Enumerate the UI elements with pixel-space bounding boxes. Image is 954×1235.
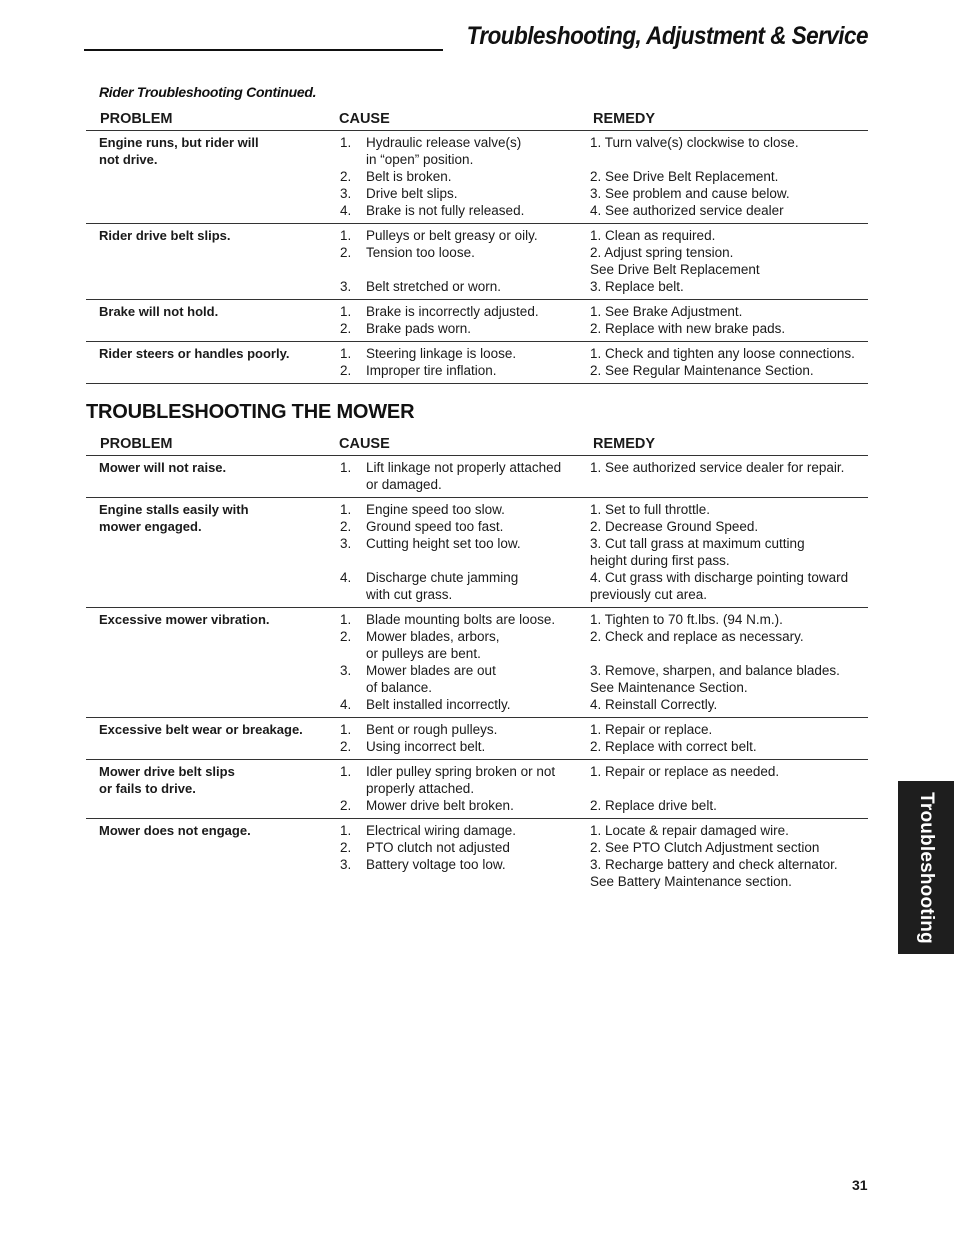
remedy-cell: 3. See problem and cause below. — [590, 186, 790, 201]
remedy-cell: 2. Adjust spring tension. — [590, 245, 734, 260]
cause-number: 2. — [340, 629, 352, 644]
row-line — [86, 362, 868, 379]
cause-cell: Pulleys or belt greasy or oily. — [366, 228, 538, 243]
cause-cell: or pulleys are bent. — [366, 646, 481, 661]
table-row — [86, 456, 868, 498]
cause-number: 1. — [340, 346, 352, 361]
problem-cell: Engine runs, but rider will — [99, 135, 259, 150]
problem-cell: Mower does not engage. — [99, 823, 251, 838]
cause-number: 1. — [340, 612, 352, 627]
row-line — [86, 780, 868, 797]
column-header-problem: PROBLEM — [100, 436, 173, 452]
table-body — [86, 131, 868, 384]
row-line — [86, 721, 868, 738]
cause-cell: Cutting height set too low. — [366, 536, 521, 551]
remedy-cell: 1. See Brake Adjustment. — [590, 304, 743, 319]
row-line — [86, 151, 868, 168]
remedy-cell: 2. See Drive Belt Replacement. — [590, 169, 779, 184]
cause-cell: Belt installed incorrectly. — [366, 697, 511, 712]
table-row — [86, 131, 868, 224]
cause-number: 1. — [340, 722, 352, 737]
remedy-cell: 2. Check and replace as necessary. — [590, 629, 804, 644]
cause-cell: Brake is incorrectly adjusted. — [366, 304, 539, 319]
row-line — [86, 227, 868, 244]
remedy-cell: previously cut area. — [590, 587, 708, 602]
cause-cell: Belt is broken. — [366, 169, 452, 184]
column-header-cause: CAUSE — [339, 111, 390, 127]
cause-cell: Using incorrect belt. — [366, 739, 486, 754]
side-tab-troubleshooting — [898, 781, 954, 954]
problem-cell: or fails to drive. — [99, 781, 196, 796]
cause-number: 2. — [340, 169, 352, 184]
row-line — [86, 856, 868, 873]
remedy-cell: 1. Tighten to 70 ft.lbs. (94 N.m.). — [590, 612, 783, 627]
cause-cell: Battery voltage too low. — [366, 857, 506, 872]
problem-cell: not drive. — [99, 152, 158, 167]
remedy-cell: 2. Replace with correct belt. — [590, 739, 757, 754]
cause-cell: Mower blades, arbors, — [366, 629, 500, 644]
cause-cell: Brake pads worn. — [366, 321, 472, 336]
cause-cell: Engine speed too slow. — [366, 502, 505, 517]
cause-cell: Lift linkage not properly attached — [366, 460, 562, 475]
column-header-remedy: REMEDY — [593, 111, 656, 127]
cause-number: 2. — [340, 840, 352, 855]
cause-cell: of balance. — [366, 680, 433, 695]
table-row — [86, 718, 868, 760]
problem-cell: Mower will not raise. — [99, 460, 227, 475]
remedy-cell: 1. Turn valve(s) clockwise to close. — [590, 135, 799, 150]
remedy-cell: 1. Clean as required. — [590, 228, 716, 243]
cause-number: 2. — [340, 363, 352, 378]
row-line — [86, 345, 868, 362]
row-line — [86, 611, 868, 628]
row-line — [86, 797, 868, 814]
cause-number: 3. — [340, 857, 352, 872]
row-line — [86, 261, 868, 278]
row-line — [86, 586, 868, 603]
row-line — [86, 696, 868, 713]
remedy-cell: 3. Recharge battery and check alternator. — [590, 857, 838, 872]
cause-cell: or damaged. — [366, 477, 442, 492]
row-line — [86, 679, 868, 696]
problem-cell: Excessive belt wear or breakage. — [99, 722, 303, 737]
problem-cell: mower engaged. — [99, 519, 202, 534]
column-header-cause: CAUSE — [339, 436, 390, 452]
rider-section-subtitle: Rider Troubleshooting Continued. — [99, 84, 317, 100]
mower-troubleshooting-table — [86, 434, 868, 894]
remedy-cell: 3. Replace belt. — [590, 279, 684, 294]
table-row — [86, 608, 868, 718]
cause-cell: Mower blades are out — [366, 663, 496, 678]
cause-number: 1. — [340, 460, 352, 475]
row-line — [86, 476, 868, 493]
row-line — [86, 134, 868, 151]
row-line — [86, 202, 868, 219]
cause-number: 3. — [340, 536, 352, 551]
remedy-cell: 1. Locate & repair damaged wire. — [590, 823, 789, 838]
cause-cell: Idler pulley spring broken or not — [366, 764, 556, 779]
problem-cell: Rider steers or handles poorly. — [99, 346, 290, 361]
table-row — [86, 224, 868, 300]
cause-number: 4. — [340, 697, 352, 712]
row-line — [86, 501, 868, 518]
table-row — [86, 342, 868, 384]
cause-cell: Ground speed too fast. — [366, 519, 504, 534]
column-header-problem: PROBLEM — [100, 111, 173, 127]
remedy-cell: 2. Replace drive belt. — [590, 798, 717, 813]
page-title: Troubleshooting, Adjustment & Service — [466, 22, 868, 50]
row-line — [86, 320, 868, 337]
cause-cell: Mower drive belt broken. — [366, 798, 514, 813]
remedy-cell: 2. See PTO Clutch Adjustment section — [590, 840, 820, 855]
problem-cell: Excessive mower vibration. — [99, 612, 270, 627]
cause-number: 2. — [340, 245, 352, 260]
remedy-cell: 1. See authorized service dealer for repair. — [590, 460, 845, 475]
cause-number: 1. — [340, 135, 352, 150]
mower-section-heading: TROUBLESHOOTING THE MOWER — [86, 401, 415, 423]
table-row — [86, 300, 868, 342]
row-line — [86, 569, 868, 586]
row-line — [86, 185, 868, 202]
remedy-cell: 2. Decrease Ground Speed. — [590, 519, 759, 534]
cause-number: 4. — [340, 570, 352, 585]
cause-cell: properly attached. — [366, 781, 475, 796]
remedy-cell: See Battery Maintenance section. — [590, 874, 792, 889]
problem-cell: Engine stalls easily with — [99, 502, 249, 517]
table-body — [86, 456, 868, 894]
side-tab-label: Troubleshooting — [916, 791, 937, 944]
cause-cell: Improper tire inflation. — [366, 363, 497, 378]
problem-cell: Brake will not hold. — [99, 304, 219, 319]
cause-cell: Electrical wiring damage. — [366, 823, 517, 838]
cause-number: 3. — [340, 186, 352, 201]
row-line — [86, 278, 868, 295]
cause-number: 1. — [340, 502, 352, 517]
cause-number: 2. — [340, 739, 352, 754]
remedy-cell: 3. Cut tall grass at maximum cutting — [590, 536, 805, 551]
remedy-cell: 1. Repair or replace as needed. — [590, 764, 780, 779]
cause-cell: Drive belt slips. — [366, 186, 458, 201]
cause-number: 2. — [340, 321, 352, 336]
problem-cell: Mower drive belt slips — [99, 764, 235, 779]
rider-troubleshooting-table — [86, 109, 868, 384]
row-line — [86, 822, 868, 839]
cause-cell: with cut grass. — [366, 587, 453, 602]
remedy-cell: 2. See Regular Maintenance Section. — [590, 363, 814, 378]
remedy-cell: 1. Set to full throttle. — [590, 502, 711, 517]
cause-number: 1. — [340, 228, 352, 243]
remedy-cell: 1. Repair or replace. — [590, 722, 713, 737]
cause-number: 3. — [340, 663, 352, 678]
cause-cell: Steering linkage is loose. — [366, 346, 517, 361]
cause-number: 2. — [340, 798, 352, 813]
cause-cell: PTO clutch not adjusted — [366, 840, 510, 855]
cause-cell: Discharge chute jamming — [366, 570, 519, 585]
cause-number: 1. — [340, 304, 352, 319]
row-line — [86, 535, 868, 552]
column-header-remedy: REMEDY — [593, 436, 656, 452]
remedy-cell: 4. Reinstall Correctly. — [590, 697, 718, 712]
row-line — [86, 168, 868, 185]
cause-number: 2. — [340, 519, 352, 534]
problem-cell: Rider drive belt slips. — [99, 228, 231, 243]
remedy-cell: 1. Check and tighten any loose connections. — [590, 346, 855, 361]
table-row — [86, 819, 868, 894]
row-line — [86, 303, 868, 320]
header-rule — [84, 49, 443, 51]
cause-cell: in “open” position. — [366, 152, 474, 167]
cause-cell: Belt stretched or worn. — [366, 279, 502, 294]
remedy-cell: 4. See authorized service dealer — [590, 203, 784, 218]
row-line — [86, 763, 868, 780]
row-line — [86, 738, 868, 755]
row-line — [86, 645, 868, 662]
cause-cell: Bent or rough pulleys. — [366, 722, 498, 737]
cause-number: 4. — [340, 203, 352, 218]
row-line — [86, 628, 868, 645]
remedy-cell: See Drive Belt Replacement — [590, 262, 760, 277]
table-row — [86, 760, 868, 819]
row-line — [86, 244, 868, 261]
table-header — [86, 109, 868, 131]
row-line — [86, 662, 868, 679]
remedy-cell: See Maintenance Section. — [590, 680, 748, 695]
cause-cell: Blade mounting bolts are loose. — [366, 612, 556, 627]
table-header — [86, 434, 868, 456]
row-line — [86, 552, 868, 569]
cause-cell: Brake is not fully released. — [366, 203, 525, 218]
cause-number: 3. — [340, 279, 352, 294]
remedy-cell: 2. Replace with new brake pads. — [590, 321, 786, 336]
row-line — [86, 518, 868, 535]
table-row — [86, 498, 868, 608]
cause-number: 1. — [340, 764, 352, 779]
remedy-cell: 4. Cut grass with discharge pointing toward — [590, 570, 849, 585]
cause-cell: Hydraulic release valve(s) — [366, 135, 522, 150]
row-line — [86, 873, 868, 890]
cause-number: 1. — [340, 823, 352, 838]
cause-cell: Tension too loose. — [366, 245, 475, 260]
page-number: 31 — [852, 1177, 868, 1193]
remedy-cell: height during first pass. — [590, 553, 730, 568]
remedy-cell: 3. Remove, sharpen, and balance blades. — [590, 663, 840, 678]
row-line — [86, 459, 868, 476]
row-line — [86, 839, 868, 856]
